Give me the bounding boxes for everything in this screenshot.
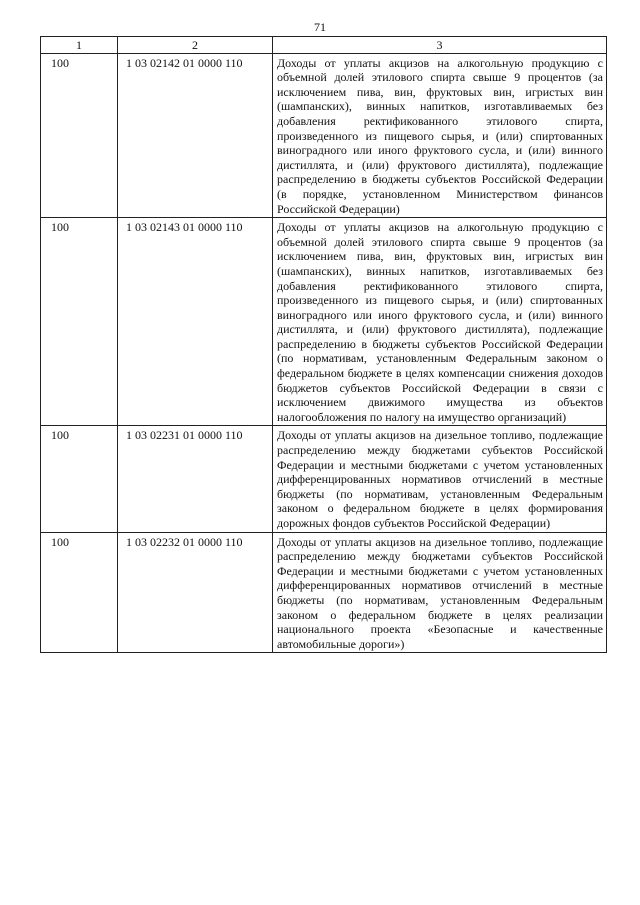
table-header-row bbox=[41, 37, 607, 54]
admin-code-cell: 100 bbox=[41, 218, 118, 426]
column-header-2: 2 bbox=[118, 37, 273, 54]
income-name-cell: Доходы от уплаты акцизов на дизельное топливо, подлежащие распределению между бюджетами субъектов Российской Федерации и местными бюджетами с учетом установленных дифференцированных нормативов отчислений в местные бюджеты (по нормативам, установленным Федеральным законом о федеральном бюджете в целях реализации национального проекта «Безопасные и качественные автомобильные дороги») bbox=[273, 532, 607, 653]
income-name-cell: Доходы от уплаты акцизов на алкогольную продукцию с объемной долей этилового спирта свыше 9 процентов (за исключением пива, вин, фруктовых вин, игристых вин (шампанских), винных напитков, изготавливаемых без добавления ректификованного этилового спирта, произведенного из пищевого сырья, и (или) спиртованных виноградного или иного фруктового сусла, и (или) винного дистиллята, и (или) фруктового дистиллята), подлежащие распределению в бюджеты субъектов Российской Федерации (по нормативам, установленным Федеральным законом о федеральном бюджете в целях компенсации снижения доходов бюджетов субъектов Российской Федерации в связи с исключением движимого имущества из объектов налогообложения по налогу на имущество организаций) bbox=[273, 218, 607, 426]
income-name-cell: Доходы от уплаты акцизов на дизельное топливо, подлежащие распределению между бюджетами субъектов Российской Федерации и местными бюджетами с учетом установленных дифференцированных нормативов отчислений в местные бюджеты (по нормативам, установленным Федеральным законом о федеральном бюджете в целях формирования дорожных фондов субъектов Российской Федерации) bbox=[273, 426, 607, 532]
column-header-3: 3 bbox=[273, 37, 607, 54]
kbk-code-cell: 1 03 02142 01 0000 110 bbox=[118, 53, 273, 218]
admin-code-cell: 100 bbox=[41, 426, 118, 532]
admin-code-cell: 100 bbox=[41, 532, 118, 653]
kbk-code-cell: 1 03 02232 01 0000 110 bbox=[118, 532, 273, 653]
kbk-code-cell: 1 03 02143 01 0000 110 bbox=[118, 218, 273, 426]
table-row bbox=[41, 218, 607, 426]
page-number: 71 bbox=[314, 20, 326, 34]
table-row bbox=[41, 53, 607, 218]
column-header-1: 1 bbox=[41, 37, 118, 54]
admin-code-cell: 100 bbox=[41, 53, 118, 218]
kbk-code-cell: 1 03 02231 01 0000 110 bbox=[118, 426, 273, 532]
table-row bbox=[41, 426, 607, 532]
income-name-cell: Доходы от уплаты акцизов на алкогольную продукцию с объемной долей этилового спирта свыше 9 процентов (за исключением пива, вин, фруктовых вин, игристых вин (шампанских), винных напитков, изготавливаемых без добавления ректификованного этилового спирта, произведенного из пищевого сырья, и (или) спиртованных виноградного или иного фруктового сусла, и (или) винного дистиллята, и (или) фруктового дистиллята), подлежащие распределению в бюджеты субъектов Российской Федерации (в порядке, установленном Министерством финансов Российской Федерации) bbox=[273, 53, 607, 218]
table-row bbox=[41, 532, 607, 653]
revenue-table bbox=[40, 36, 607, 653]
